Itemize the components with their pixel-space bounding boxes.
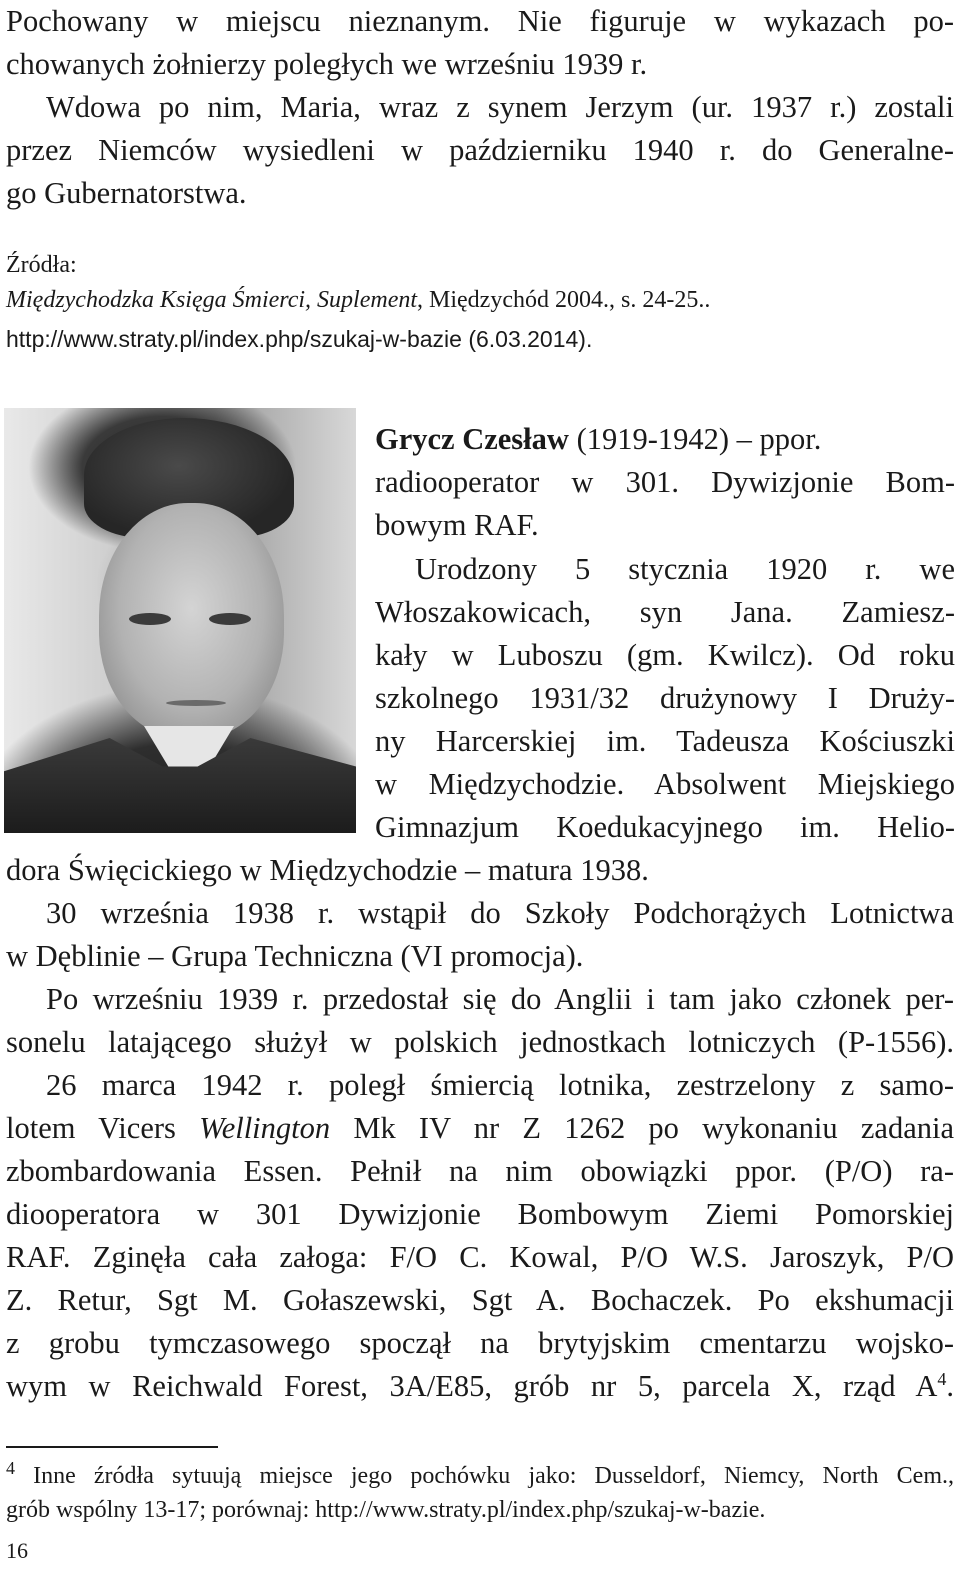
text-line: dora Święcickiego w Międzychodzie – matura 1938. [6, 853, 649, 887]
text-line: Po wrześniu 1939 r. przedostał się do Anglii i tam jako członek per- [46, 982, 954, 1016]
text-line: Wdowa po nim, Maria, wraz z synem Jerzym (ur. 1937 r.) zostali [46, 90, 954, 124]
text-line: 30 września 1938 r. wstąpił do Szkoły Podchorążych Lotnictwa [46, 896, 954, 930]
page-number: 16 [6, 1538, 28, 1563]
text-line: Pochowany w miejscu nieznanym. Nie figuruje w wykazach po- [6, 4, 954, 38]
text-line: zbombardowania Essen. Pełnił na nim obowiązki ppor. (P/O) ra- [6, 1154, 954, 1188]
book-title: Międzychodzka Księga Śmierci, Suplement [6, 287, 418, 313]
text-line: przez Niemców wysiedleni w październiku 1940 r. do Generalne- [6, 133, 954, 167]
text-line: w Dęblinie – Grupa Techniczna (VI promocja). [6, 939, 584, 973]
text-line: diooperatora w 301 Dywizjonie Bombowym Ziemi Pomorskiej [6, 1197, 954, 1231]
footnote-marker: 4 [6, 1458, 15, 1478]
text-line: sonelu latającego służył w polskich jednostkach lotniczych (P-1556). [6, 1025, 954, 1059]
footnote-line: grób wspólny 13-17; porównaj: http://www.straty.pl/index.php/szukaj-w-bazie. [6, 1497, 766, 1523]
sources-heading: Źródła: [6, 252, 77, 278]
text-line: w Międzychodzie. Absolwent Miejskiego [375, 767, 955, 801]
text-line: kały w Luboszu (gm. Kwilcz). Od roku [375, 638, 955, 672]
footnote-line: $^4$ Inne źródła sytuują miejsce jego pochówku jako: Dusseldorf, Niemcy, North Cem., [6, 1458, 954, 1489]
text-line: Z. Retur, Sgt M. Gołaszewski, Sgt A. Bochaczek. Po ekshumacji [6, 1283, 954, 1317]
text-line: radiooperator w 301. Dywizjonie Bom- [375, 465, 955, 499]
text-line: lotem Vicers Wellington Mk IV nr Z 1262 po wykonaniu zadania [6, 1111, 954, 1145]
bio-title: Grycz Czesław (1919-1942) – ppor. [375, 422, 822, 456]
text-line: 26 marca 1942 r. poległ śmiercią lotnika, zestrzelony z samo- [46, 1068, 954, 1102]
portrait-photo [4, 408, 356, 833]
text-line: z grobu tymczasowego spoczął na brytyjskim cmentarzu wojsko- [6, 1326, 954, 1360]
text-line: RAF. Zginęła cała załoga: F/O C. Kowal, P/O W.S. Jaroszyk, P/O [6, 1240, 954, 1274]
footnote-ref: 4 [937, 1368, 947, 1389]
text-line: Urodzony 5 stycznia 1920 r. we [415, 552, 955, 586]
text-line: Gimnazjum Koedukacyjnego im. Helio- [375, 810, 955, 844]
sources-citation: Międzychodzka Księga Śmierci, Suplement, Międzychód 2004., s. 24-25.. [6, 287, 711, 313]
footnote-rule [6, 1446, 218, 1448]
text-line: szkolnego 1931/32 drużynowy I Druży- [375, 681, 955, 715]
aircraft-name: Wellington [199, 1111, 331, 1145]
text-line: ny Harcerskiej im. Tadeusza Kościuszki [375, 724, 955, 758]
text-line: bowym RAF. [375, 508, 539, 542]
person-name: Grycz Czesław [375, 422, 569, 456]
sources-url: http://www.straty.pl/index.php/szukaj-w-bazie (6.03.2014). [6, 326, 593, 352]
text-line: go Gubernatorstwa. [6, 176, 247, 210]
text-line: chowanych żołnierzy poległych we wrześniu 1939 r. [6, 47, 648, 81]
text-line: wym w Reichwald Forest, 3A/E85, grób nr 5, parcela X, rząd $A^4$. [6, 1368, 954, 1403]
text-line: Włoszakowicach, syn Jana. Zamiesz- [375, 595, 955, 629]
